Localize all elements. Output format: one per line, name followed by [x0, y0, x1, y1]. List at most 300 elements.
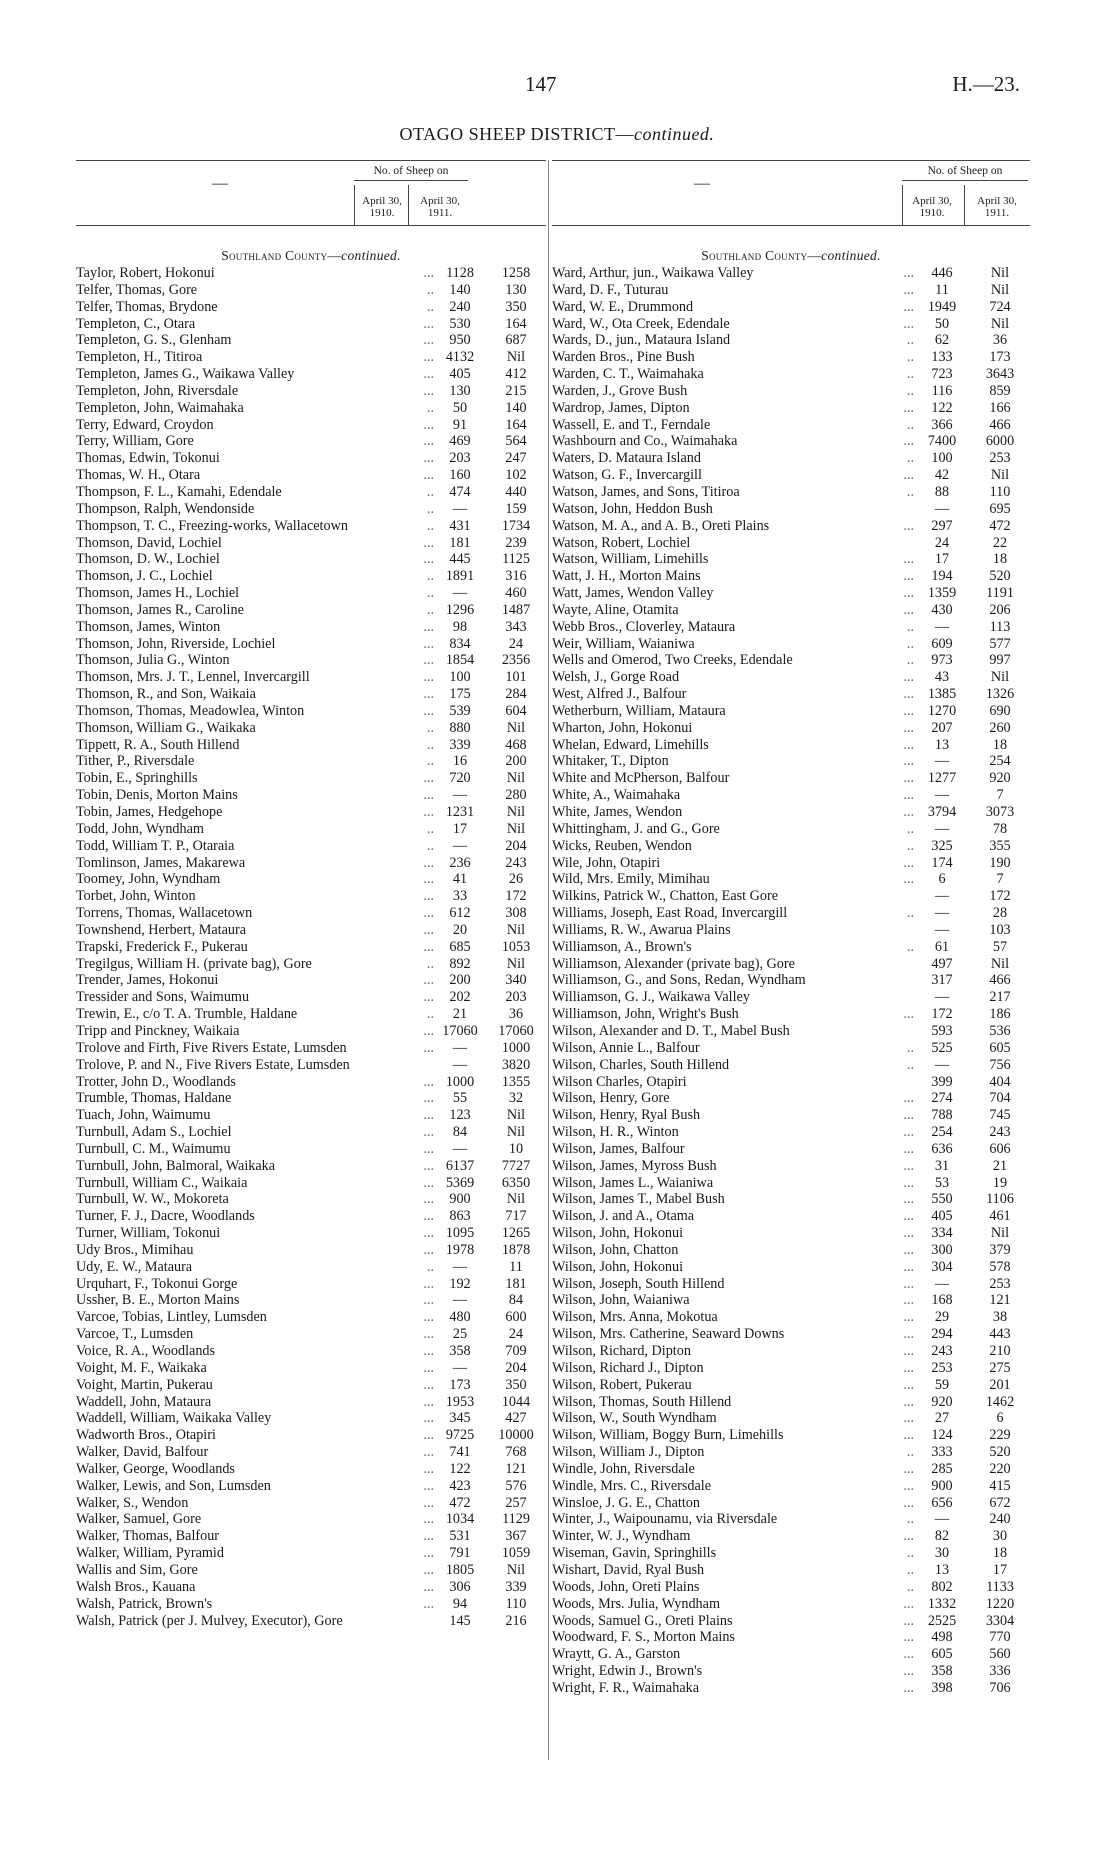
- sheep-1910: 9725: [445, 1427, 475, 1444]
- owner-name: Woods, Mrs. Julia, Wyndham: [552, 1595, 720, 1612]
- sheep-1911: 564: [505, 433, 527, 450]
- table-row: [76, 1478, 546, 1495]
- owner-name: Walsh Bros., Kauana: [76, 1578, 196, 1595]
- owner-name: Thompson, F. L., Kamahi, Edendale: [76, 483, 282, 500]
- table-row: [552, 1511, 1030, 1528]
- sheep-1910: 498: [931, 1629, 953, 1646]
- leader-dots: [896, 972, 914, 989]
- sheep-1911: 257: [505, 1494, 527, 1511]
- sheep-1910: —: [934, 820, 950, 837]
- sheep-1911: 172: [505, 888, 527, 905]
- sheep-1911: 239: [505, 534, 527, 551]
- owner-name: Wilson, John, Hokonui: [552, 1258, 684, 1275]
- sheep-1910: 530: [449, 315, 471, 332]
- leader-dots: ...: [423, 433, 434, 450]
- leader-dots: ..: [426, 820, 434, 837]
- owner-name: Windle, John, Riversdale: [552, 1460, 695, 1477]
- sheep-1910: —: [934, 921, 950, 938]
- owner-name: Watson, M. A., and A. B., Oreti Plains: [552, 517, 770, 534]
- owner-name: Trender, James, Hokonui: [76, 972, 219, 989]
- leader-dots: ..: [906, 349, 914, 366]
- table-row: [76, 400, 546, 417]
- leader-dots: ...: [423, 265, 434, 281]
- leader-dots: ...: [423, 551, 434, 568]
- leader-dots: ...: [903, 568, 914, 585]
- owner-name: Wild, Mrs. Emily, Mimihau: [552, 871, 710, 888]
- sheep-1911: 695: [989, 500, 1011, 517]
- table-row: [76, 1511, 546, 1528]
- left-rows: [76, 265, 546, 1629]
- table-row: [76, 838, 546, 855]
- sheep-1910: —: [934, 1275, 950, 1292]
- table-row: [76, 316, 546, 333]
- sheep-1910: 398: [931, 1679, 953, 1696]
- leader-dots: ...: [423, 871, 434, 888]
- sheep-1910: 1128: [446, 265, 474, 281]
- table-row: [76, 450, 546, 467]
- table-row: [76, 568, 546, 585]
- leader-dots: ...: [423, 1494, 434, 1511]
- owner-name: Weir, William, Waianiwa: [552, 635, 695, 652]
- owner-name: Walker, William, Pyramid: [76, 1545, 224, 1562]
- owner-name: Wilson, H. R., Winton: [552, 1124, 679, 1141]
- leader-dots: ...: [903, 1663, 914, 1680]
- leader-dots: ..: [426, 585, 434, 602]
- table-row: [76, 669, 546, 686]
- sheep-1911: 200: [505, 753, 527, 770]
- leader-dots: ...: [903, 1595, 914, 1612]
- leader-dots: ...: [903, 871, 914, 888]
- table-row: [76, 1141, 546, 1158]
- sheep-1911: 201: [989, 1376, 1011, 1393]
- leader-dots: ...: [423, 1359, 434, 1376]
- owner-name: Telfer, Thomas, Gore: [76, 281, 198, 298]
- sheep-1910: 30: [934, 1545, 950, 1562]
- table-row: [76, 484, 546, 501]
- leader-dots: ..: [426, 483, 434, 500]
- table-row: [552, 1377, 1030, 1394]
- table-row: [76, 1360, 546, 1377]
- sheep-1911: 130: [505, 281, 527, 298]
- leader-dots: ...: [423, 382, 434, 399]
- leader-dots: ...: [423, 1326, 434, 1343]
- owner-name: Templeton, H., Titiroa: [76, 349, 203, 366]
- sheep-1910: 172: [931, 1006, 953, 1023]
- sheep-1910: —: [452, 1258, 468, 1275]
- sheep-1911: 1125: [502, 551, 530, 568]
- owner-name: Tobin, E., Springhills: [76, 770, 198, 787]
- sheep-1911: 687: [505, 332, 527, 349]
- sheep-1910: 720: [449, 770, 471, 787]
- leader-dots: ...: [423, 804, 434, 820]
- sheep-1910: 181: [449, 534, 471, 551]
- sheep-1911: 520: [989, 568, 1011, 585]
- leader-dots: ...: [903, 1343, 914, 1359]
- sheep-1911: 57: [992, 938, 1008, 955]
- sheep-1910: 29: [934, 1309, 950, 1326]
- sheep-1911: 770: [989, 1629, 1011, 1646]
- sheep-1910: 656: [931, 1494, 953, 1511]
- col-1911-header: April 30, 1911.: [977, 195, 1017, 219]
- sheep-1910: 62: [934, 332, 950, 349]
- sheep-1910: 1359: [927, 585, 957, 602]
- sheep-1911: 203: [505, 989, 527, 1006]
- sheep-1911: Nil: [990, 1225, 1010, 1242]
- sheep-1911: 577: [989, 635, 1011, 652]
- sheep-1911: 3073: [985, 804, 1015, 820]
- leader-dots: ..: [906, 332, 914, 349]
- leader-dots: ...: [423, 1090, 434, 1107]
- sheep-1910: 200: [449, 972, 471, 989]
- sheep-1911: 379: [989, 1241, 1011, 1258]
- leader-dots: ...: [903, 1292, 914, 1309]
- table-row: [76, 1613, 546, 1630]
- table-row: [552, 804, 1030, 821]
- sheep-1911: Nil: [990, 265, 1010, 281]
- owner-name: Templeton, C., Otara: [76, 315, 196, 332]
- leader-dots: ..: [906, 837, 914, 854]
- table-row: [552, 720, 1030, 737]
- table-row: [76, 636, 546, 653]
- table-row: [552, 568, 1030, 585]
- sheep-1910: 1277: [927, 770, 957, 787]
- sheep-1911: 204: [505, 837, 527, 854]
- table-row: [552, 888, 1030, 905]
- leader-dots: ...: [423, 315, 434, 332]
- leader-dots: [416, 1613, 434, 1630]
- leader-dots: ...: [903, 787, 914, 804]
- sheep-1910: —: [452, 1039, 468, 1056]
- leader-dots: ...: [423, 349, 434, 366]
- owner-name: Walker, George, Woodlands: [76, 1460, 235, 1477]
- sheep-1911: Nil: [506, 955, 526, 972]
- table-row: [76, 1107, 546, 1124]
- table-row: [76, 518, 546, 535]
- sheep-1911: 472: [989, 517, 1011, 534]
- owner-name: Woodward, F. S., Morton Mains: [552, 1629, 735, 1646]
- owner-name: Warden, C. T., Waimahaka: [552, 366, 704, 383]
- sheep-1910: 920: [931, 1393, 953, 1410]
- table-row: [552, 972, 1030, 989]
- sheep-1910: 285: [931, 1460, 953, 1477]
- name-column-header: —: [212, 175, 228, 192]
- sheep-1910: 2525: [927, 1612, 957, 1629]
- leader-dots: [896, 1074, 914, 1091]
- sheep-1910: 82: [934, 1528, 950, 1545]
- leader-dots: ...: [903, 770, 914, 787]
- owner-name: Varcoe, Tobias, Lintley, Lumsden: [76, 1309, 267, 1326]
- leader-dots: ...: [903, 753, 914, 770]
- sheep-1911: 355: [989, 837, 1011, 854]
- sheep-1910: 243: [931, 1343, 953, 1359]
- table-row: [76, 1377, 546, 1394]
- sheep-1911: 316: [505, 568, 527, 585]
- sheep-1911: 1487: [501, 601, 531, 618]
- leader-dots: ..: [426, 1006, 434, 1023]
- owner-name: Wilson, Henry, Gore: [552, 1090, 670, 1107]
- owner-name: Tomlinson, James, Makarewa: [76, 854, 246, 871]
- owner-name: Watson, James, and Sons, Titiroa: [552, 483, 740, 500]
- owner-name: Williams, Joseph, East Road, Invercargill: [552, 905, 788, 922]
- leader-dots: ..: [906, 382, 914, 399]
- sheep-1910: 1000: [445, 1073, 475, 1090]
- sheep-1911: 2356: [501, 652, 531, 669]
- owner-name: Williamson, G. J., Waikawa Valley: [552, 989, 750, 1006]
- sheep-1910: 124: [931, 1427, 953, 1444]
- owner-name: Walsh, Patrick (per J. Mulvey, Executor), Gore: [76, 1612, 343, 1629]
- sheep-1910: 605: [931, 1646, 953, 1663]
- owner-name: Trolove, P. and N., Five Rivers Estate, Lumsden: [76, 1056, 350, 1073]
- leader-dots: ..: [906, 1056, 914, 1073]
- table-row: [552, 1006, 1030, 1023]
- sheep-1910: 339: [449, 736, 471, 753]
- sheep-1911: 32: [508, 1090, 524, 1107]
- leader-dots: ...: [903, 265, 914, 281]
- owner-name: Thomson, David, Lochiel: [76, 534, 222, 551]
- table-row: [552, 1023, 1030, 1040]
- title-main: OTAGO SHEEP DISTRICT—: [399, 124, 634, 144]
- sheep-1910: 1949: [927, 298, 957, 315]
- leader-dots: ...: [903, 1140, 914, 1157]
- table-row: [552, 1141, 1030, 1158]
- table-row: [552, 1461, 1030, 1478]
- sheep-1911: 1462: [985, 1393, 1015, 1410]
- table-row: [552, 1528, 1030, 1545]
- table-row: [76, 1292, 546, 1309]
- sheep-1910: 13: [934, 1561, 950, 1578]
- owner-name: Thompson, T. C., Freezing-works, Wallacetown: [76, 517, 348, 534]
- sheep-1910: —: [452, 837, 468, 854]
- sheep-1911: 443: [989, 1326, 1011, 1343]
- sheep-1911: 859: [989, 382, 1011, 399]
- owner-name: White, A., Waimahaka: [552, 787, 681, 804]
- table-row: [76, 1225, 546, 1242]
- sheep-1910: 11: [935, 281, 949, 298]
- sheep-1910: 1231: [445, 804, 475, 820]
- owner-name: Thomson, J. C., Lochiel: [76, 568, 213, 585]
- sheep-1910: 472: [449, 1494, 471, 1511]
- leader-dots: ...: [423, 854, 434, 871]
- owner-name: Tuach, John, Waimumu: [76, 1107, 211, 1124]
- sheep-1910: 55: [452, 1090, 468, 1107]
- table-row: [552, 1343, 1030, 1360]
- table-row: [76, 1343, 546, 1360]
- sheep-1910: 17: [934, 551, 950, 568]
- sheep-1911: 121: [989, 1292, 1011, 1309]
- sheep-1911: 3643: [985, 366, 1015, 383]
- leader-dots: ...: [903, 719, 914, 736]
- owner-name: Winter, J., Waipounamu, via Riversdale: [552, 1511, 778, 1528]
- table-row: [552, 450, 1030, 467]
- sheep-1910: 950: [449, 332, 471, 349]
- sheep-1910: 300: [931, 1241, 953, 1258]
- leader-dots: ...: [903, 1528, 914, 1545]
- table-row: [552, 1242, 1030, 1259]
- sheep-1910: 405: [931, 1208, 953, 1225]
- sheep-1910: 1385: [927, 686, 957, 703]
- sheep-1911: 220: [989, 1460, 1011, 1477]
- sheep-1910: 469: [449, 433, 471, 450]
- sheep-1911: 3820: [501, 1056, 531, 1073]
- owner-name: Wallis and Sim, Gore: [76, 1561, 198, 1578]
- sheep-1910: 1095: [445, 1225, 475, 1242]
- sheep-1910: 5369: [445, 1174, 475, 1191]
- table-row: [552, 1074, 1030, 1091]
- sheep-1910: 539: [449, 702, 471, 719]
- sheep-1910: 130: [449, 382, 471, 399]
- owner-name: Voice, R. A., Woodlands: [76, 1343, 216, 1359]
- sheep-1911: 536: [989, 1022, 1011, 1039]
- owner-name: Thomson, John, Riverside, Lochiel: [76, 635, 276, 652]
- table-row: [76, 1040, 546, 1057]
- sheep-1911: 604: [505, 702, 527, 719]
- owner-name: Ward, W. E., Drummond: [552, 298, 694, 315]
- sheep-1910: 685: [449, 938, 471, 955]
- table-row: [76, 1276, 546, 1293]
- sheep-1911: 243: [505, 854, 527, 871]
- owner-name: Tobin, Denis, Morton Mains: [76, 787, 238, 804]
- owner-name: Ussher, B. E., Morton Mains: [76, 1292, 240, 1309]
- table-row: [552, 282, 1030, 299]
- owner-name: Wassell, E. and T., Ferndale: [552, 416, 711, 433]
- owner-name: Williamson, John, Wright's Bush: [552, 1006, 739, 1023]
- sheep-1910: 880: [449, 719, 471, 736]
- table-row: [552, 1276, 1030, 1293]
- table-row: [552, 433, 1030, 450]
- table-row: [76, 535, 546, 552]
- owner-name: Walker, Lewis, and Son, Lumsden: [76, 1477, 271, 1494]
- table-row: [76, 1074, 546, 1091]
- leader-dots: ...: [423, 416, 434, 433]
- sheep-1910: 900: [449, 1191, 471, 1208]
- leader-dots: ...: [903, 1191, 914, 1208]
- sheep-1911: 22: [992, 534, 1008, 551]
- leader-dots: ...: [423, 1561, 434, 1578]
- owner-name: Warden, J., Grove Bush: [552, 382, 688, 399]
- leader-dots: ..: [426, 500, 434, 517]
- sheep-1911: Nil: [990, 669, 1010, 686]
- sheep-1910: 91: [452, 416, 468, 433]
- sheep-1911: 6350: [501, 1174, 531, 1191]
- sheep-1910: 98: [452, 618, 468, 635]
- sheep-1911: 217: [989, 989, 1011, 1006]
- leader-dots: ..: [906, 1578, 914, 1595]
- owner-name: Templeton, G. S., Glenham: [76, 332, 232, 349]
- sheep-1910: 21: [452, 1006, 468, 1023]
- leader-dots: ...: [423, 635, 434, 652]
- table-row: [552, 1326, 1030, 1343]
- sheep-1910: 61: [934, 938, 950, 955]
- owner-name: Walker, David, Balfour: [76, 1444, 209, 1461]
- sheep-1911: 102: [505, 467, 527, 484]
- sheep-1911: 466: [989, 972, 1011, 989]
- owner-name: Wells and Omerod, Two Creeks, Edendale: [552, 652, 793, 669]
- sheep-1910: 741: [449, 1444, 471, 1461]
- owner-name: Thomson, Thomas, Meadowlea, Winton: [76, 702, 305, 719]
- leader-dots: ...: [903, 1090, 914, 1107]
- leader-dots: ...: [903, 1494, 914, 1511]
- sheep-1910: 53: [934, 1174, 950, 1191]
- table-row: [76, 1057, 546, 1074]
- leader-dots: [896, 956, 914, 973]
- leader-dots: ...: [423, 1107, 434, 1124]
- sheep-1911: 172: [989, 888, 1011, 905]
- sheep-1910: —: [452, 500, 468, 517]
- sheep-1911: 280: [505, 787, 527, 804]
- sheep-1911: 704: [989, 1090, 1011, 1107]
- owner-name: Waters, D. Mataura Island: [552, 450, 701, 467]
- sheep-1911: 1265: [501, 1225, 531, 1242]
- sheep-1911: 1878: [501, 1241, 531, 1258]
- owner-name: Trewin, E., c/o T. A. Trumble, Haldane: [76, 1006, 298, 1023]
- sheep-1911: 110: [989, 483, 1011, 500]
- table-row: [76, 989, 546, 1006]
- sheep-1910: 788: [931, 1107, 953, 1124]
- owner-name: Trumble, Thomas, Haldane: [76, 1090, 232, 1107]
- sheep-1910: 525: [931, 1039, 953, 1056]
- table-row: [76, 501, 546, 518]
- leader-dots: ...: [423, 686, 434, 703]
- sheep-1911: 284: [505, 686, 527, 703]
- owner-name: Ward, D. F., Tuturau: [552, 281, 669, 298]
- table-row: [76, 1191, 546, 1208]
- left-table-header: [76, 160, 546, 226]
- sheep-1910: 6: [938, 871, 946, 888]
- page-title: [0, 124, 1114, 145]
- sheep-1910: 17060: [442, 1022, 478, 1039]
- owner-name: Waddell, John, Mataura: [76, 1393, 212, 1410]
- sheep-1911: 756: [989, 1056, 1011, 1073]
- leader-dots: ...: [423, 905, 434, 922]
- sheep-1911: 18: [992, 1545, 1008, 1562]
- owner-name: Warden Bros., Pine Bush: [552, 349, 695, 366]
- sheep-1911: 260: [989, 719, 1011, 736]
- sheep-1910: —: [934, 618, 950, 635]
- leader-dots: ...: [903, 315, 914, 332]
- table-row: [76, 737, 546, 754]
- leader-dots: ...: [423, 1427, 434, 1444]
- table-row: [552, 484, 1030, 501]
- table-row: [552, 1663, 1030, 1680]
- sheep-1910: 116: [931, 382, 953, 399]
- table-row: [76, 1208, 546, 1225]
- leader-dots: ...: [423, 1410, 434, 1427]
- owner-name: Thomson, Julia G., Winton: [76, 652, 230, 669]
- table-row: [552, 1225, 1030, 1242]
- owner-name: Williamson, A., Brown's: [552, 938, 692, 955]
- sheep-1911: 6: [996, 1410, 1004, 1427]
- sheep-1911: 1133: [986, 1578, 1014, 1595]
- sheep-1911: 173: [989, 349, 1011, 366]
- sheep-1910: 17: [452, 820, 468, 837]
- sheep-1911: 1044: [501, 1393, 531, 1410]
- owner-name: Toomey, John, Wyndham: [76, 871, 221, 888]
- sheep-1910: 900: [931, 1477, 953, 1494]
- table-row: [76, 1259, 546, 1276]
- sheep-1911: 1191: [986, 585, 1014, 602]
- leader-dots: ...: [903, 1006, 914, 1023]
- section-heading: Southland County—continued.: [221, 248, 401, 263]
- sheep-1911: 17060: [498, 1022, 534, 1039]
- leader-dots: ..: [906, 820, 914, 837]
- leader-dots: ...: [903, 433, 914, 450]
- owner-name: West, Alfred J., Balfour: [552, 686, 687, 703]
- leader-dots: ...: [903, 736, 914, 753]
- leader-dots: ..: [426, 517, 434, 534]
- owner-name: Templeton, James G., Waikawa Valley: [76, 366, 295, 383]
- table-row: [552, 770, 1030, 787]
- owner-name: Whittingham, J. and G., Gore: [552, 820, 720, 837]
